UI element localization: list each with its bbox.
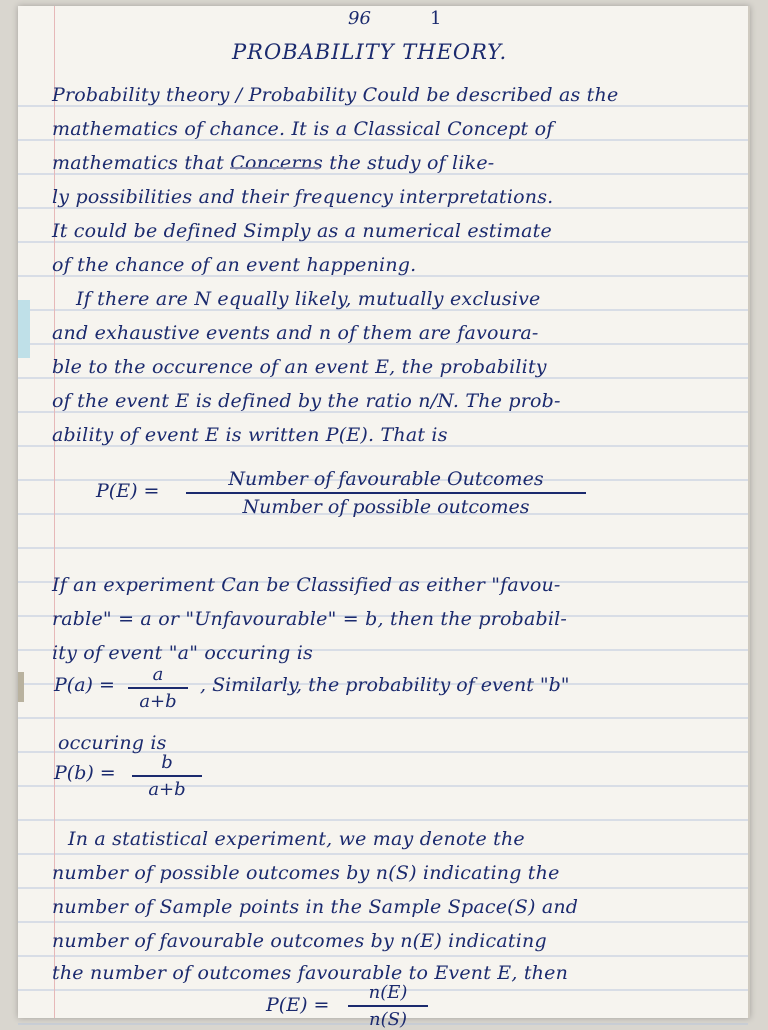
- notebook-page: [18, 6, 750, 1030]
- formula-numerator: a: [152, 664, 164, 685]
- formula-numerator: Number of favourable Outcomes: [228, 468, 544, 490]
- formula-fraction: [132, 752, 202, 800]
- formula-denominator: Number of possible outcomes: [242, 496, 530, 518]
- text-line: , Similarly, the probability of event "b": [200, 674, 570, 696]
- text-line: ble to the occurence of an event E, the probability: [52, 356, 547, 378]
- text-line: ity of event "a" occuring is: [52, 642, 313, 664]
- formula-fraction: [186, 468, 586, 518]
- fraction-bar: [128, 687, 188, 689]
- text-line: number of possible outcomes by n(S) indicating the: [52, 862, 560, 884]
- text-line: occuring is: [58, 732, 167, 754]
- fraction-bar: [132, 775, 202, 777]
- page-title: PROBABILITY THEORY.: [232, 40, 508, 64]
- formula-denominator: a+b: [148, 779, 186, 800]
- text-line: ly possibilities and their frequency interpretations.: [52, 186, 554, 208]
- page-number: 96: [348, 8, 371, 29]
- formula-lhs: P(E) =: [266, 994, 330, 1016]
- scribble-strike: [230, 167, 320, 169]
- text-line: the number of outcomes favourable to Event E, then: [52, 962, 569, 984]
- text-line: and exhaustive events and n of them are favoura-: [52, 322, 539, 344]
- formula-denominator: n(S): [369, 1009, 407, 1030]
- text-line: of the event E is defined by the ratio n/N. The prob-: [52, 390, 561, 412]
- formula-numerator: b: [161, 752, 173, 773]
- formula-fraction: [128, 664, 188, 712]
- fraction-bar: [186, 492, 586, 494]
- page-mark: 1: [430, 8, 442, 29]
- fraction-bar: [348, 1005, 428, 1007]
- text-line: In a statistical experiment, we may denote the: [68, 828, 525, 850]
- text-line: ability of event E is written P(E). That is: [52, 424, 448, 446]
- text-line: mathematics that Concerns the study of like-: [52, 152, 495, 174]
- text-line: If an experiment Can be Classified as either "favou-: [52, 574, 561, 596]
- text-line: number of Sample points in the Sample Space(S) and: [52, 896, 579, 918]
- text-line: It could be defined Simply as a numerical estimate: [52, 220, 552, 242]
- text-line: If there are N equally likely, mutually exclusive: [76, 288, 541, 310]
- formula-lhs: P(a) =: [54, 674, 115, 696]
- text-line: mathematics of chance. It is a Classical Concept of: [52, 118, 554, 140]
- text-line: of the chance of an event happening.: [52, 254, 417, 276]
- text-line: number of favourable outcomes by n(E) indicating: [52, 930, 547, 952]
- formula-denominator: a+b: [139, 691, 177, 712]
- formula-fraction: [348, 982, 428, 1030]
- text-line: Probability theory / Probability Could be described as the: [52, 84, 619, 106]
- formula-lhs: P(b) =: [54, 762, 116, 784]
- page-tab: [18, 300, 30, 358]
- spine-mark: [18, 672, 24, 702]
- text-line: rable" = a or "Unfavourable" = b, then the probabil-: [52, 608, 568, 630]
- formula-lhs: P(E) =: [96, 480, 160, 502]
- formula-numerator: n(E): [368, 982, 408, 1003]
